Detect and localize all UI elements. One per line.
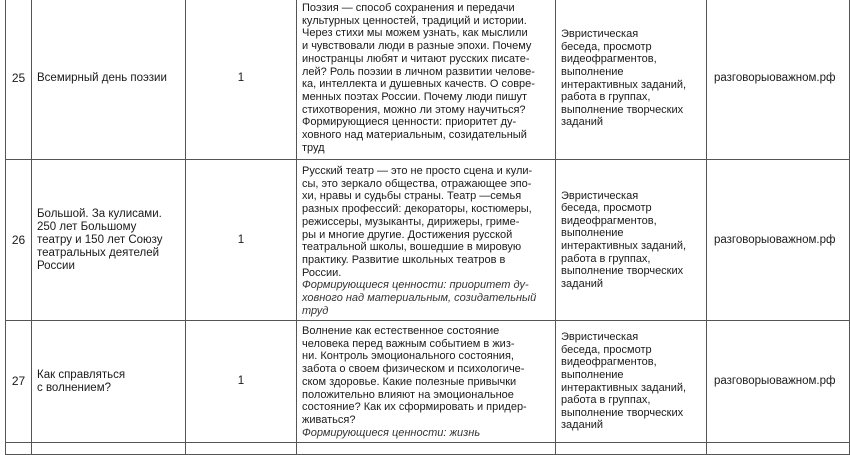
- lesson-content-text: Русский театр — это не просто сцена и кули- сы, это зеркало общества, отражающее эпо- хи, нравы и судьбы страны. Театр —семья разных профессий: декораторы, костюмеры, режиссеры, музыканты, дирижеры, гриме- ры и многие другие. Достижения русской театральной школы, вошедшие в мировую практику. Развитие школьных театров в России.: [302, 165, 533, 279]
- lesson-content: [297, 0, 556, 160]
- resource-link[interactable]: разговорыоважном.рф: [707, 160, 850, 321]
- activity-forms: Эвристическая беседа, просмотр видеофрагментов, выполнение интерактивных заданий, работа в группах, выполнение творческих заданий: [556, 160, 707, 321]
- lesson-content: [297, 321, 556, 443]
- values-note: Формирующиеся ценности: жизнь: [302, 426, 481, 439]
- activity-forms: Эвристическая беседа, просмотр видеофрагментов, выполнение интерактивных заданий, работа в группах, выполнение творческих заданий: [556, 321, 707, 443]
- resource-link[interactable]: разговорыоважном.рф: [707, 0, 850, 160]
- table-row: [6, 0, 850, 160]
- values-note: Формирующиеся ценности: приоритет ду- ховного над материальным, созидательный труд: [302, 279, 537, 317]
- lesson-content-text: Поэзия — способ сохранения и передачи культурных ценностей, традиций и истории. Через стихи мы можем узнать, как мыслили и чувствовали люди в разные эпохи. Почему иностранцы любят и читают русских писате- лей? Роль поэзии в личном развитии челове- ка, интеллекта и душевных качеств. О совре- менных поэтах России. Почему люди пишут стихотворения, можно ли этому научиться? Формирующиеся ценности: приоритет ду- ховного над материальным, созидательный труд: [302, 2, 535, 154]
- lesson-topic: Всемирный день поэзии: [32, 0, 186, 160]
- table-row: [6, 160, 850, 321]
- lesson-hours: 1: [186, 0, 297, 160]
- empty-cell: [556, 443, 707, 455]
- empty-cell: [6, 443, 32, 455]
- resource-link[interactable]: разговорыоважном.рф: [707, 321, 850, 443]
- lesson-content: [297, 160, 556, 321]
- empty-cell: [297, 443, 556, 455]
- empty-cell: [186, 443, 297, 455]
- lesson-topic: Как справляться с волнением?: [32, 321, 186, 443]
- row-number: 26: [6, 160, 32, 321]
- empty-cell: [32, 443, 186, 455]
- row-number: 25: [6, 0, 32, 160]
- table-row: [6, 443, 850, 455]
- lesson-content-text: Волнение как естественное состояние человека перед важным событием в жиз- ни. Контроль эмоционального состояния, забота о своем физическом и психологиче- ском здоровье. Какие полезные привычки положительно влияют на эмоциональное состояние? Как их сформировать и придер- живаться?: [302, 325, 527, 426]
- lesson-plan-table: [5, 0, 850, 455]
- empty-cell: [707, 443, 850, 455]
- lesson-hours: 1: [186, 321, 297, 443]
- table-row: [6, 321, 850, 443]
- activity-forms: Эвристическая беседа, просмотр видеофрагментов, выполнение интерактивных заданий, работа в группах, выполнение творческих заданий: [556, 0, 707, 160]
- lesson-topic: Большой. За кулисами. 250 лет Большому театру и 150 лет Союзу театральных деятелей России: [32, 160, 186, 321]
- lesson-hours: 1: [186, 160, 297, 321]
- row-number: 27: [6, 321, 32, 443]
